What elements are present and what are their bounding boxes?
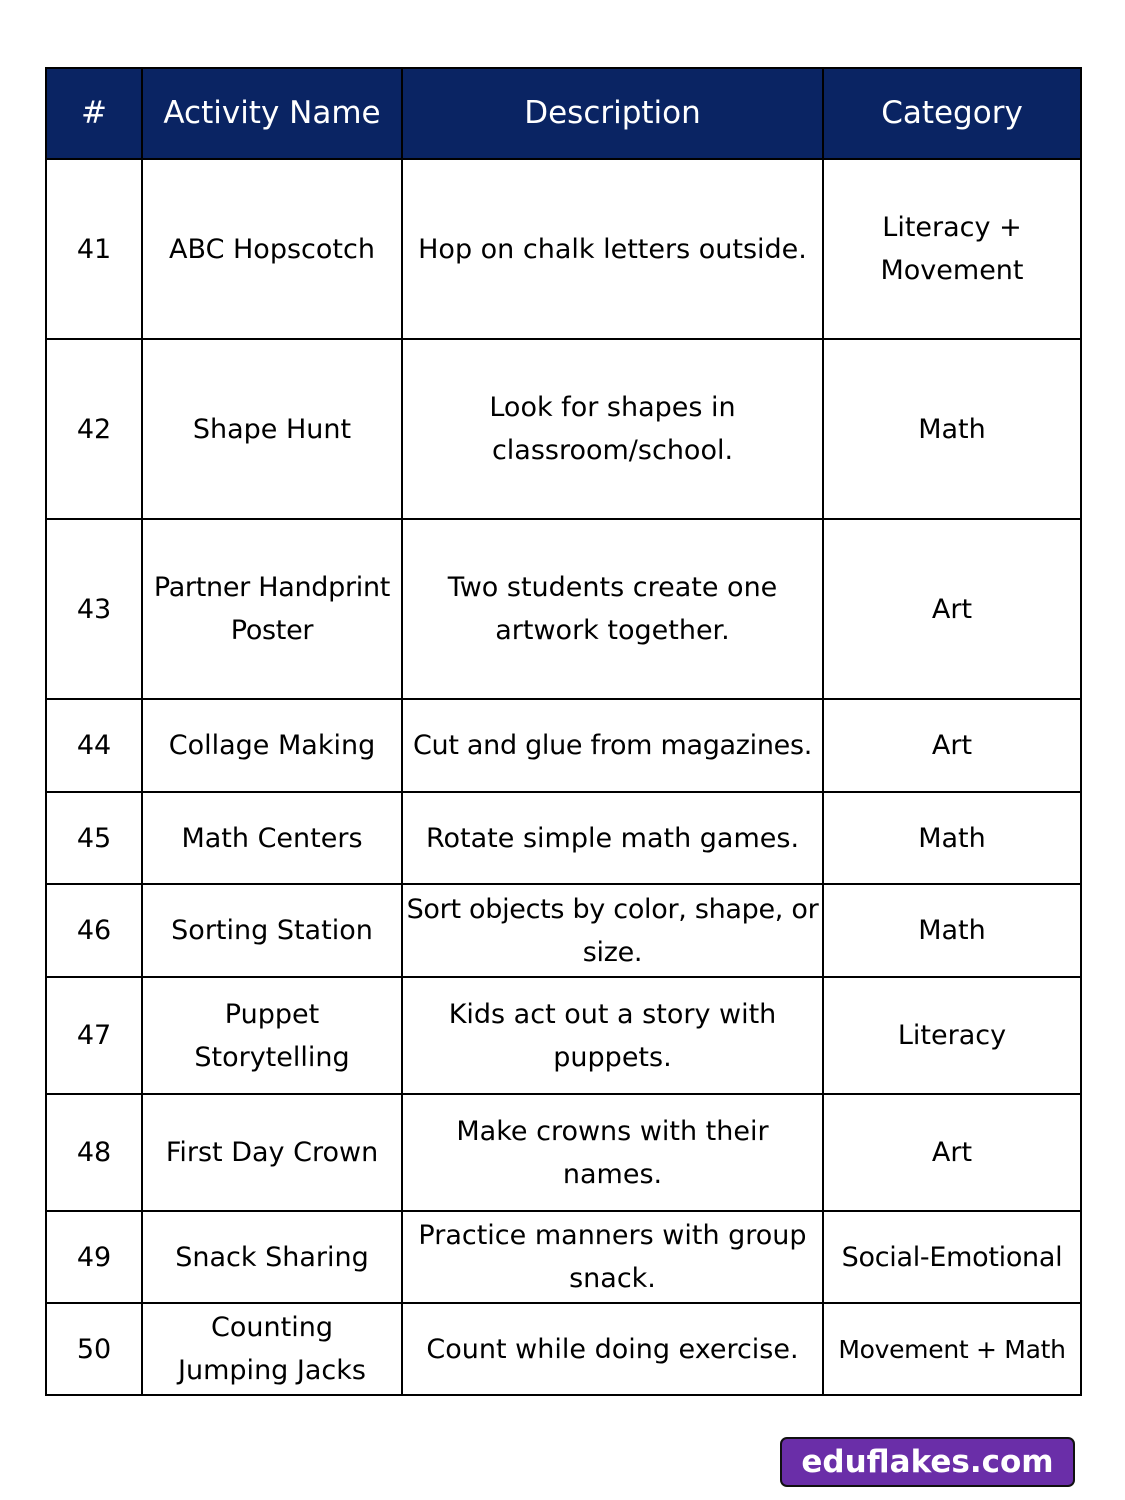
table-row — [46, 699, 1081, 792]
activity-name: First Day Crown — [142, 1094, 402, 1211]
activity-description: Cut and glue from magazines. — [402, 699, 823, 792]
activity-name: Math Centers — [142, 792, 402, 884]
table-row — [46, 1303, 1081, 1395]
activity-category: Math — [823, 884, 1081, 977]
header-row — [46, 68, 1081, 159]
row-number: 43 — [46, 519, 142, 699]
activity-category: Math — [823, 339, 1081, 519]
activity-name: Counting Jumping Jacks — [142, 1303, 402, 1395]
header-category: Category — [823, 68, 1081, 159]
activity-description: Practice manners with group snack. — [402, 1211, 823, 1303]
activity-category: Math — [823, 792, 1081, 884]
table-row — [46, 519, 1081, 699]
row-number: 42 — [46, 339, 142, 519]
activity-description: Sort objects by color, shape, or size. — [402, 884, 823, 977]
activity-description: Hop on chalk letters outside. — [402, 159, 823, 339]
header-description: Description — [402, 68, 823, 159]
table-row — [46, 977, 1081, 1094]
activity-description: Kids act out a story with puppets. — [402, 977, 823, 1094]
row-number: 49 — [46, 1211, 142, 1303]
brand-badge[interactable]: eduflakes.com — [780, 1437, 1075, 1487]
activity-category: Literacy — [823, 977, 1081, 1094]
row-number: 44 — [46, 699, 142, 792]
activity-name: ABC Hopscotch — [142, 159, 402, 339]
activity-category: Movement + Math — [823, 1303, 1081, 1395]
activity-name: Partner Handprint Poster — [142, 519, 402, 699]
table-row — [46, 339, 1081, 519]
activity-name: Snack Sharing — [142, 1211, 402, 1303]
table-row — [46, 792, 1081, 884]
table-row — [46, 884, 1081, 977]
row-number: 47 — [46, 977, 142, 1094]
activity-category: Art — [823, 519, 1081, 699]
table-body — [46, 159, 1081, 1395]
activity-name: Shape Hunt — [142, 339, 402, 519]
row-number: 48 — [46, 1094, 142, 1211]
activity-category: Art — [823, 699, 1081, 792]
activity-name: Puppet Storytelling — [142, 977, 402, 1094]
activity-category: Social-Emotional — [823, 1211, 1081, 1303]
activity-table — [45, 67, 1082, 1396]
activity-description: Make crowns with their names. — [402, 1094, 823, 1211]
row-number: 41 — [46, 159, 142, 339]
activity-description: Rotate simple math games. — [402, 792, 823, 884]
activity-description: Count while doing exercise. — [402, 1303, 823, 1395]
table-row — [46, 159, 1081, 339]
row-number: 50 — [46, 1303, 142, 1395]
activity-category: Literacy + Movement — [823, 159, 1081, 339]
header-activity-name: Activity Name — [142, 68, 402, 159]
activity-description: Look for shapes in classroom/school. — [402, 339, 823, 519]
activity-description: Two students create one artwork together. — [402, 519, 823, 699]
activity-name: Sorting Station — [142, 884, 402, 977]
row-number: 45 — [46, 792, 142, 884]
table-header — [46, 68, 1081, 159]
activity-name: Collage Making — [142, 699, 402, 792]
table-row — [46, 1094, 1081, 1211]
activity-category: Art — [823, 1094, 1081, 1211]
row-number: 46 — [46, 884, 142, 977]
table-row — [46, 1211, 1081, 1303]
header-number: # — [46, 68, 142, 159]
